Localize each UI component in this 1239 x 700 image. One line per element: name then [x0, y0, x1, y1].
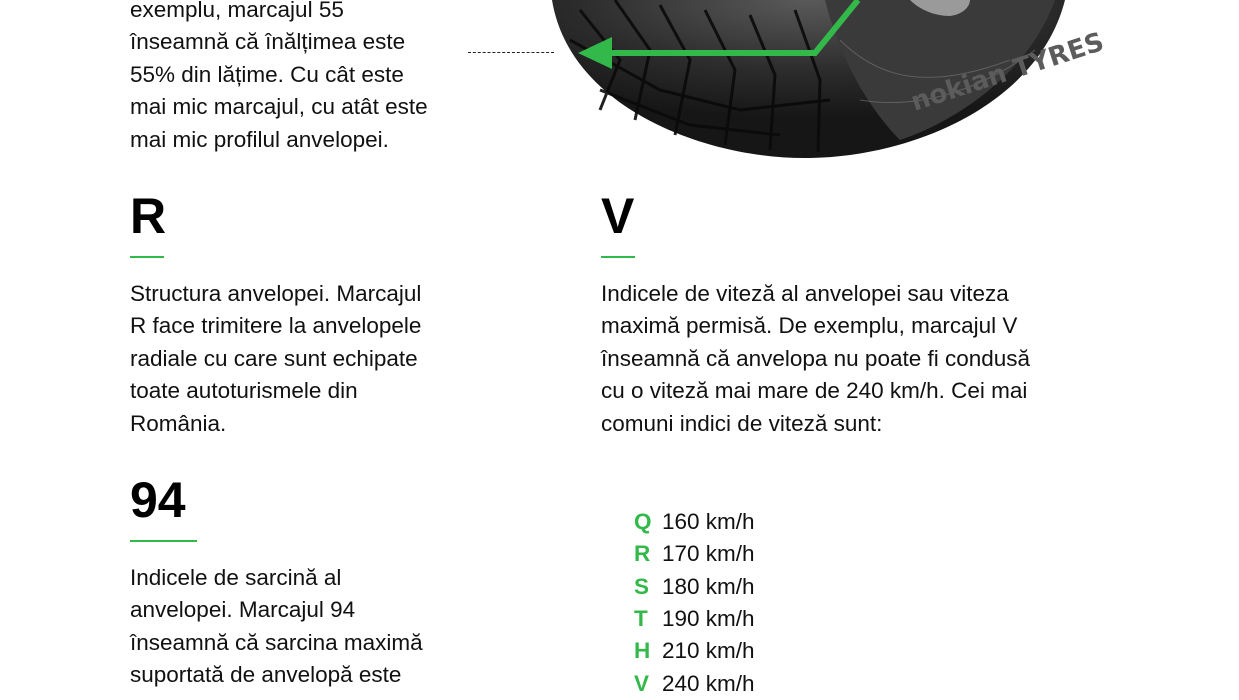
text-line: Indicele de sarcină al [130, 565, 342, 590]
speed-letter: V [634, 670, 650, 696]
speed-letter: S [634, 573, 650, 599]
speed-letter: R [634, 541, 651, 567]
speed-value: 160 km/h [662, 509, 755, 535]
intro-line: mai mic profilul anvelopei. [130, 126, 389, 152]
tire-illustration [540, 0, 1108, 165]
heading-underline [130, 256, 164, 258]
text-line: R face trimitere la anvelopele [130, 313, 422, 339]
speed-index-list [634, 506, 755, 700]
text-line: comuni indici de viteză sunt: [601, 410, 883, 436]
list-item [634, 635, 755, 667]
list-item [634, 571, 755, 603]
intro-line: 55% din lățime. Cu cât este [130, 61, 404, 87]
speed-value: 210 km/h [662, 638, 755, 664]
text-line: maximă permisă. De exemplu, marcajul V [601, 313, 1018, 339]
speed-letter: T [634, 606, 648, 632]
text-line: înseamnă că anvelopa nu poate fi condusă [601, 345, 1031, 371]
heading-underline [130, 540, 197, 542]
list-item [634, 603, 755, 635]
intro-paragraph [130, 0, 510, 156]
section-v-text [601, 278, 1121, 440]
speed-value: 180 km/h [662, 573, 755, 599]
section-v [601, 190, 1121, 440]
list-item [634, 667, 755, 699]
heading-underline [601, 256, 635, 258]
section-load-index [130, 474, 510, 692]
text-line: Indicele de viteză al anvelopei sau viteza [601, 281, 1009, 306]
text-line: suportată de anvelopă este [130, 662, 402, 688]
section-load-text [130, 562, 510, 692]
text-line: anvelopei. Marcajul 94 [130, 597, 356, 623]
section-heading: 94 [130, 472, 186, 528]
tire-sidewall-brand: nokian TYRES [907, 27, 1108, 118]
intro-line: exemplu, marcajul 55 [130, 0, 344, 22]
list-item [634, 538, 755, 570]
intro-line: înseamnă că înălțimea este [130, 29, 406, 55]
list-item [634, 506, 755, 538]
speed-letter: H [634, 638, 651, 664]
text-line: înseamnă că sarcina maximă [130, 629, 423, 655]
section-heading: V [601, 188, 635, 244]
section-heading: R [130, 188, 167, 244]
text-line: România. [130, 410, 227, 436]
speed-value: 170 km/h [662, 541, 755, 567]
section-r [130, 190, 510, 440]
speed-letter: Q [634, 509, 652, 535]
text-line: toate autoturismele din [130, 378, 358, 404]
intro-line: mai mic marcajul, cu atât este [130, 94, 428, 120]
text-line: radiale cu care sunt echipate [130, 345, 418, 371]
text-line: cu o viteză mai mare de 240 km/h. Cei mai [601, 378, 1028, 404]
text-line: Structura anvelopei. Marcajul [130, 281, 422, 306]
speed-value: 240 km/h [662, 670, 755, 696]
section-r-text [130, 278, 510, 440]
speed-value: 190 km/h [662, 606, 755, 632]
